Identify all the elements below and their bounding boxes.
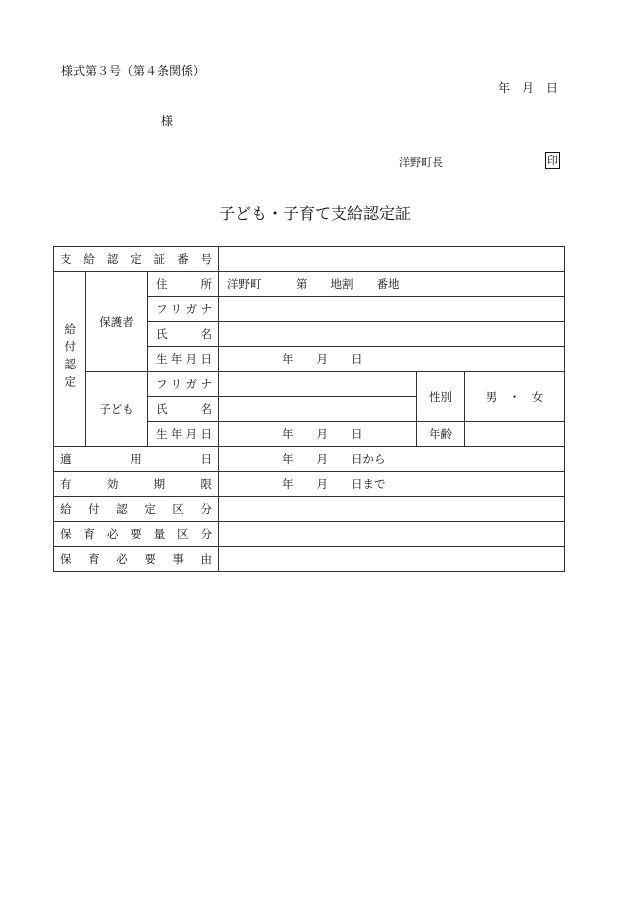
childcare-amount-value — [219, 522, 565, 547]
guardian-name-value — [219, 322, 565, 347]
guardian-address-value: 洋野町 第 地割 番地 — [219, 272, 565, 297]
age-label: 年齢 — [417, 422, 465, 447]
benefit-category-row — [54, 497, 565, 522]
guardian-address-label: 住 所 — [148, 272, 219, 297]
child-birthdate-label: 生年月日 — [148, 422, 219, 447]
gender-value: 男 ・ 女 — [465, 372, 565, 422]
guardian-label: 保護者 — [86, 272, 148, 372]
childcare-amount-row — [54, 522, 565, 547]
childcare-reason-value — [219, 547, 565, 572]
age-value — [465, 422, 565, 447]
mayor-label: 洋野町長 — [399, 156, 443, 169]
child-furigana-value — [219, 372, 417, 397]
child-name-value — [219, 397, 417, 422]
child-birthdate-value: 年 月 日 — [219, 422, 417, 447]
benefit-category-value — [219, 497, 565, 522]
child-furigana-label: フリガナ — [148, 372, 219, 397]
validity-value: 年 月 日まで — [219, 472, 565, 497]
form-number: 様式第３号（第４条関係） — [61, 64, 206, 78]
guardian-name-label: 氏 名 — [148, 322, 219, 347]
addressee-suffix: 様 — [161, 114, 174, 128]
issue-date: 年 月 日 — [497, 81, 558, 95]
guardian-address-row — [54, 272, 565, 297]
guardian-birthdate-label: 生年月日 — [148, 347, 219, 372]
certificate-table — [53, 246, 565, 572]
guardian-furigana-value — [219, 297, 565, 322]
guardian-furigana-label: フリガナ — [148, 297, 219, 322]
validity-row — [54, 472, 565, 497]
guardian-birthdate-value: 年 月 日 — [219, 347, 565, 372]
document-title: 子ども・子育て支給認定証 — [218, 204, 411, 223]
validity-label: 有 効 期 限 — [54, 472, 219, 497]
benefit-category-label: 給 付 認 定 区 分 — [54, 497, 219, 522]
benefit-group-label: 給付認定 — [54, 272, 86, 447]
seal-mark: 印 — [547, 154, 558, 167]
childcare-reason-label: 保 育 必 要 事 由 — [54, 547, 219, 572]
applicable-date-row — [54, 447, 565, 472]
childcare-amount-label: 保 育 必 要 量 区 分 — [54, 522, 219, 547]
child-label: 子ども — [86, 372, 148, 447]
childcare-reason-row — [54, 547, 565, 572]
cert-number-row — [54, 247, 565, 272]
applicable-date-value: 年 月 日から — [219, 447, 565, 472]
child-name-label: 氏 名 — [148, 397, 219, 422]
child-furigana-row — [54, 372, 565, 397]
cert-number-label: 支 給 認 定 証 番 号 — [54, 247, 219, 272]
applicable-date-label: 適 用 日 — [54, 447, 219, 472]
cert-number-value — [219, 247, 565, 272]
gender-label: 性別 — [417, 372, 465, 422]
